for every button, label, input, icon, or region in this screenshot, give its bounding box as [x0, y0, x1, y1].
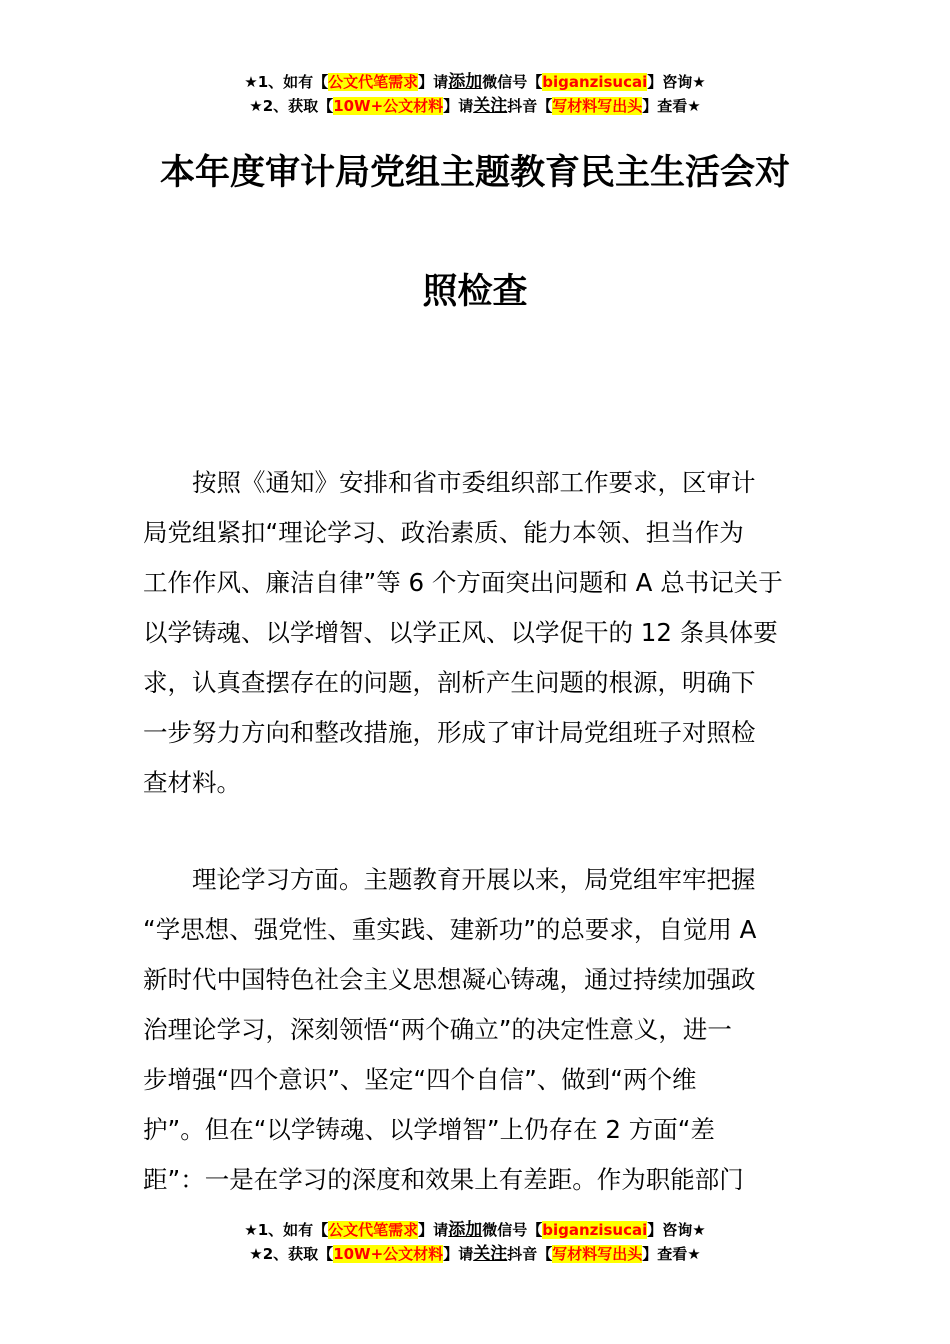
- header-banner-line-1-mid: 】请: [418, 73, 449, 91]
- header-banner-line-2-highlight-materials: 10W+公文材料: [333, 97, 444, 115]
- paragraph-intro-line: 查材料。: [143, 768, 241, 797]
- footer-banner-line-1-highlight-service: 公文代笔需求: [328, 1221, 419, 1239]
- footer-banner-line-1: [0, 1218, 950, 1242]
- footer-banner: [0, 1218, 950, 1266]
- document-title-line-1: 本年度审计局党组主题教育民主生活会对: [159, 153, 790, 193]
- paragraph-theory-study: [143, 855, 807, 1205]
- header-banner-line-2-mid: 】请: [443, 97, 474, 115]
- footer-banner-line-1-mid2: 微信号【: [482, 1221, 543, 1239]
- header-banner-line-2-emphasis: 关注: [473, 96, 508, 116]
- document-title-line-2: 照检查: [422, 272, 528, 312]
- header-banner-line-1-emphasis: 添加: [448, 72, 483, 92]
- header-banner: [0, 70, 950, 118]
- header-banner-line-2: [0, 94, 950, 118]
- paragraph-theory-study-line: 护”。但在“以学铸魂、以学增智”上仍存在 2 方面“差: [143, 1115, 715, 1144]
- header-banner-line-2-highlight-douyin: 写材料写出头: [552, 97, 643, 115]
- header-banner-line-1-highlight-wechat: biganzisucai: [542, 73, 648, 91]
- paragraph-theory-study-line: 距”：一是在学习的深度和效果上有差距。作为职能部门: [143, 1165, 744, 1194]
- paragraph-theory-study-line: 步增强“四个意识”、坚定“四个自信”、做到“两个维: [143, 1065, 697, 1094]
- footer-banner-line-2-suffix: 】查看★: [642, 1245, 701, 1263]
- paragraph-intro-line: 工作作风、廉洁自律”等 6 个方面突出问题和 A 总书记关于: [143, 568, 783, 597]
- header-banner-line-2-prefix: ★2、获取【: [249, 97, 334, 115]
- header-banner-line-1: [0, 70, 950, 94]
- paragraph-theory-study-line: 治理论学习，深刻领悟“两个确立”的决定性意义，进一: [143, 1015, 732, 1044]
- header-banner-line-1-highlight-service: 公文代笔需求: [328, 73, 419, 91]
- header-banner-line-2-mid2: 抖音【: [507, 97, 553, 115]
- paragraph-intro-line: 一步努力方向和整改措施，形成了审计局党组班子对照检: [143, 718, 756, 747]
- footer-banner-line-2-mid2: 抖音【: [507, 1245, 553, 1263]
- footer-banner-line-1-suffix: 】咨询★: [647, 1221, 706, 1239]
- header-banner-line-1-mid2: 微信号【: [482, 73, 543, 91]
- header-banner-line-2-suffix: 】查看★: [642, 97, 701, 115]
- footer-banner-line-2-emphasis: 关注: [473, 1244, 508, 1264]
- footer-banner-line-2-prefix: ★2、获取【: [249, 1245, 334, 1263]
- footer-banner-line-1-mid: 】请: [418, 1221, 449, 1239]
- paragraph-theory-study-line: 新时代中国特色社会主义思想凝心铸魂，通过持续加强政: [143, 965, 756, 994]
- footer-banner-line-1-prefix: ★1、如有【: [244, 1221, 329, 1239]
- paragraph-intro-line: 局党组紧扣“理论学习、政治素质、能力本领、担当作为: [143, 518, 744, 547]
- paragraph-intro: [143, 458, 807, 808]
- footer-banner-line-2-highlight-materials: 10W+公文材料: [333, 1245, 444, 1263]
- footer-banner-line-2-mid: 】请: [443, 1245, 474, 1263]
- header-banner-line-1-suffix: 】咨询★: [647, 73, 706, 91]
- paragraph-intro-line: 求，认真查摆存在的问题，剖析产生问题的根源，明确下: [143, 668, 756, 697]
- paragraph-intro-line: 以学铸魂、以学增智、以学正风、以学促干的 12 条具体要: [143, 618, 778, 647]
- footer-banner-line-2: [0, 1242, 950, 1266]
- paragraph-intro-line: 按照《通知》安排和省市委组织部工作要求，区审计: [143, 468, 756, 497]
- footer-banner-line-1-emphasis: 添加: [448, 1220, 483, 1240]
- footer-banner-line-1-highlight-wechat: biganzisucai: [542, 1221, 648, 1239]
- header-banner-line-1-prefix: ★1、如有【: [244, 73, 329, 91]
- paragraph-theory-study-line: 理论学习方面。主题教育开展以来，局党组牢牢把握: [143, 865, 756, 894]
- paragraph-theory-study-line: “学思想、强党性、重实践、建新功”的总要求，自觉用 A: [143, 915, 757, 944]
- footer-banner-line-2-highlight-douyin: 写材料写出头: [552, 1245, 643, 1263]
